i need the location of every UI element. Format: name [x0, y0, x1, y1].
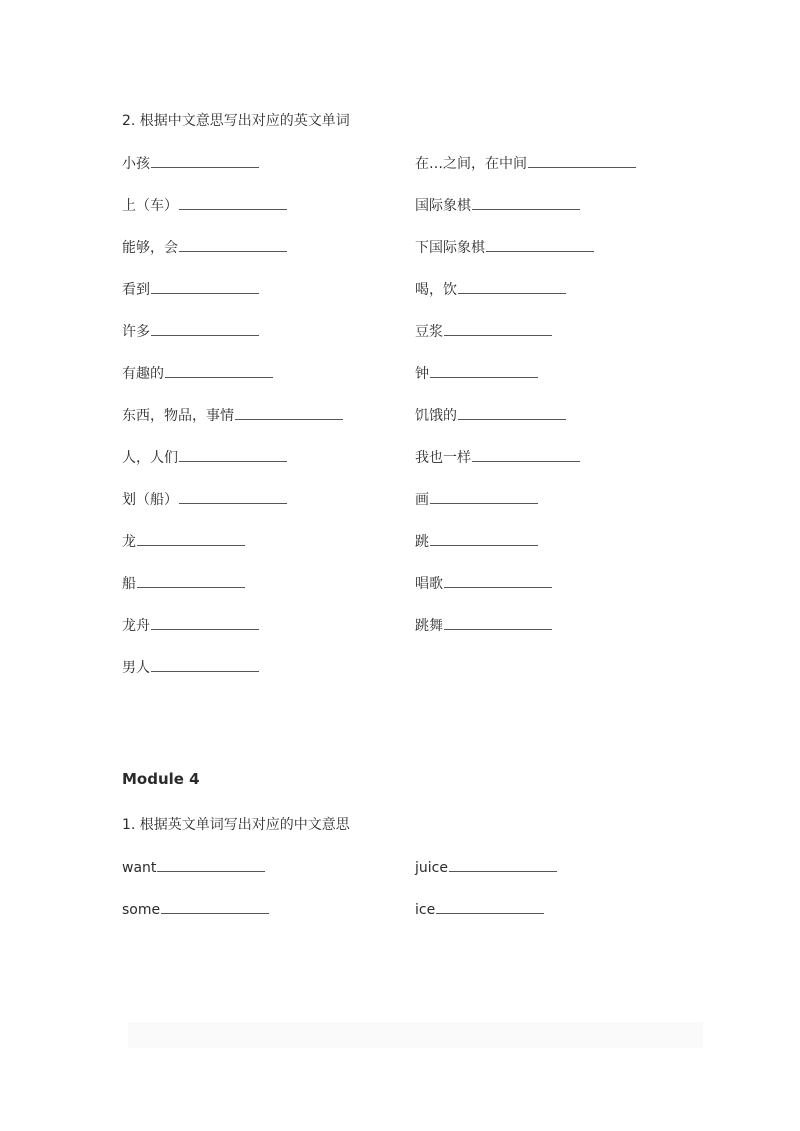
- word-item: [122, 898, 269, 919]
- word-prompt: 在…之间，在中间: [415, 156, 527, 172]
- section-2-heading: 2. 根据中文意思写出对应的英文单词: [122, 113, 350, 129]
- word-prompt: juice: [415, 860, 448, 876]
- word-row: [122, 278, 682, 320]
- word-item: [415, 898, 544, 919]
- word-row: [122, 320, 682, 362]
- answer-blank[interactable]: [430, 488, 538, 504]
- word-prompt: 有趣的: [122, 366, 164, 382]
- word-item: [415, 530, 538, 551]
- word-prompt: want: [122, 860, 157, 876]
- word-prompt: 豆浆: [415, 324, 443, 340]
- word-row: [122, 488, 682, 530]
- answer-blank[interactable]: [235, 404, 343, 420]
- module-4-title: Module 4: [122, 770, 200, 788]
- word-prompt: 下国际象棋: [415, 240, 485, 256]
- word-row: [122, 572, 682, 614]
- word-prompt: 小孩: [122, 156, 150, 172]
- word-item: [122, 404, 343, 425]
- word-prompt: 我也一样: [415, 450, 471, 466]
- answer-blank[interactable]: [458, 404, 566, 420]
- word-item: [415, 856, 557, 877]
- module-4-word-grid: [122, 856, 682, 940]
- word-prompt: 跳: [415, 534, 429, 550]
- answer-blank[interactable]: [151, 152, 259, 168]
- word-row: [122, 194, 682, 236]
- answer-blank[interactable]: [179, 194, 287, 210]
- word-prompt: 男人: [122, 660, 150, 676]
- word-row: [122, 656, 682, 698]
- word-prompt: 唱歌: [415, 576, 443, 592]
- answer-blank[interactable]: [161, 898, 269, 914]
- word-item: [122, 278, 259, 299]
- answer-blank[interactable]: [486, 236, 594, 252]
- answer-blank[interactable]: [137, 530, 245, 546]
- word-prompt: 能够，会: [122, 240, 178, 256]
- word-row: [122, 362, 682, 404]
- word-row: [122, 614, 682, 656]
- section-2-word-grid: [122, 152, 682, 698]
- answer-blank[interactable]: [151, 656, 259, 672]
- word-item: [122, 446, 287, 467]
- answer-blank[interactable]: [165, 362, 273, 378]
- answer-blank[interactable]: [436, 898, 544, 914]
- word-item: [415, 320, 552, 341]
- word-row: [122, 898, 682, 940]
- answer-blank[interactable]: [151, 278, 259, 294]
- word-item: [415, 236, 594, 257]
- word-item: [415, 446, 580, 467]
- word-prompt: ice: [415, 902, 436, 918]
- answer-blank[interactable]: [458, 278, 566, 294]
- word-prompt: 划（船）: [122, 492, 178, 508]
- answer-blank[interactable]: [444, 320, 552, 336]
- word-row: [122, 856, 682, 898]
- word-prompt: 龙舟: [122, 618, 150, 634]
- word-row: [122, 404, 682, 446]
- word-item: [415, 152, 636, 173]
- word-item: [122, 236, 287, 257]
- word-item: [122, 656, 259, 677]
- word-prompt: 钟: [415, 366, 429, 382]
- word-row: [122, 530, 682, 572]
- answer-blank[interactable]: [528, 152, 636, 168]
- word-prompt: 看到: [122, 282, 150, 298]
- answer-blank[interactable]: [430, 530, 538, 546]
- word-prompt: 上（车）: [122, 198, 178, 214]
- word-prompt: 画: [415, 492, 429, 508]
- answer-blank[interactable]: [444, 614, 552, 630]
- answer-blank[interactable]: [444, 572, 552, 588]
- word-item: [122, 614, 259, 635]
- answer-blank[interactable]: [151, 320, 259, 336]
- word-prompt: 许多: [122, 324, 150, 340]
- word-item: [122, 856, 265, 877]
- word-prompt: 龙: [122, 534, 136, 550]
- word-item: [415, 362, 538, 383]
- answer-blank[interactable]: [472, 446, 580, 462]
- answer-blank[interactable]: [179, 446, 287, 462]
- word-item: [415, 278, 566, 299]
- word-item: [415, 488, 538, 509]
- word-item: [122, 152, 259, 173]
- answer-blank[interactable]: [157, 856, 265, 872]
- word-prompt: some: [122, 902, 161, 918]
- word-item: [122, 530, 245, 551]
- answer-blank[interactable]: [449, 856, 557, 872]
- answer-blank[interactable]: [179, 488, 287, 504]
- word-item: [122, 572, 245, 593]
- word-item: [415, 614, 552, 635]
- word-item: [415, 572, 552, 593]
- word-item: [122, 362, 273, 383]
- word-prompt: 喝，饮: [415, 282, 457, 298]
- page-footer-band: [128, 1022, 703, 1048]
- word-prompt: 东西，物品，事情: [122, 408, 234, 424]
- word-item: [122, 488, 287, 509]
- answer-blank[interactable]: [472, 194, 580, 210]
- word-item: [122, 320, 259, 341]
- answer-blank[interactable]: [430, 362, 538, 378]
- word-item: [122, 194, 287, 215]
- word-row: [122, 446, 682, 488]
- word-prompt: 船: [122, 576, 136, 592]
- answer-blank[interactable]: [151, 614, 259, 630]
- word-prompt: 人，人们: [122, 450, 178, 466]
- word-item: [415, 404, 566, 425]
- word-item: [415, 194, 580, 215]
- word-prompt: 国际象棋: [415, 198, 471, 214]
- module-4-section-1-heading: 1. 根据英文单词写出对应的中文意思: [122, 817, 350, 833]
- word-row: [122, 152, 682, 194]
- word-row: [122, 236, 682, 278]
- answer-blank[interactable]: [179, 236, 287, 252]
- word-prompt: 跳舞: [415, 618, 443, 634]
- word-prompt: 饥饿的: [415, 408, 457, 424]
- answer-blank[interactable]: [137, 572, 245, 588]
